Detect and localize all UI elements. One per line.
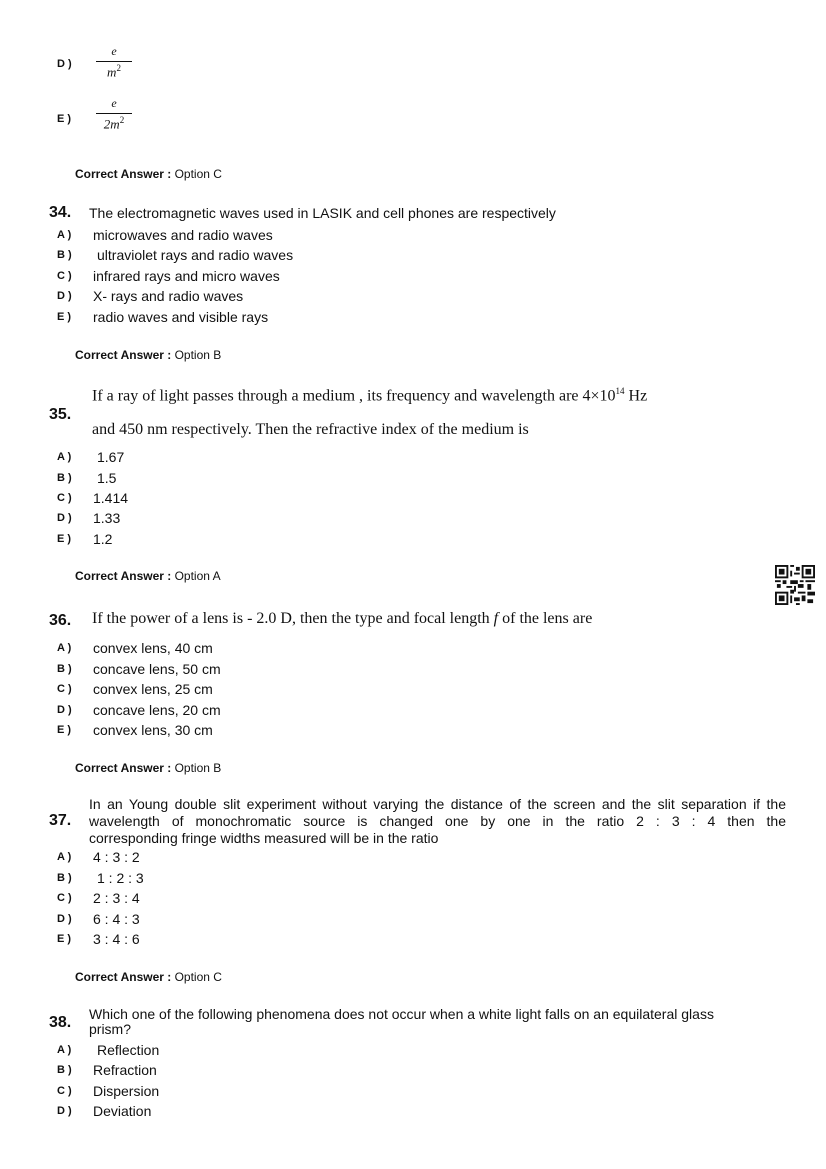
option-text: convex lens, 30 cm	[93, 722, 213, 738]
question-text-line: prism?	[89, 1021, 132, 1037]
option-text: 1.67	[97, 449, 125, 465]
option-text: convex lens, 40 cm	[93, 640, 213, 656]
option-label: E )	[57, 533, 72, 545]
correct-answer-value: Option B	[174, 761, 222, 775]
option-label: D )	[57, 704, 72, 716]
option-label: A )	[57, 451, 72, 463]
question-text: The electromagnetic waves used in LASIK and cell phones are respectively	[89, 205, 556, 221]
correct-answer	[75, 761, 221, 775]
correct-answer-value: Option C	[174, 970, 222, 984]
focal-length-symbol: f	[493, 610, 499, 627]
option-text: Deviation	[93, 1103, 152, 1119]
option-text: 4 : 3 : 2	[93, 849, 140, 865]
option-text: 1.5	[97, 470, 117, 486]
option-text: 6 : 4 : 3	[93, 911, 140, 927]
correct-answer-label: Correct Answer :	[75, 348, 172, 362]
option-text: convex lens, 25 cm	[93, 681, 213, 697]
option-text: microwaves and radio waves	[93, 227, 273, 243]
option-label: D )	[57, 1105, 72, 1117]
option-text: 1.414	[93, 490, 129, 506]
option-label: D )	[57, 290, 72, 302]
option-text: 2 : 3 : 4	[93, 890, 140, 906]
option-label: C )	[57, 270, 72, 282]
fraction-denominator: m	[107, 64, 117, 80]
question-text-part: of the lens are	[498, 610, 593, 627]
fraction-exponent: 2	[116, 63, 121, 73]
option-label: B )	[57, 249, 72, 261]
option-text: concave lens, 20 cm	[93, 702, 221, 718]
question-number: 36.	[49, 612, 72, 629]
correct-answer-label: Correct Answer :	[75, 167, 172, 181]
question-number: 35.	[49, 406, 72, 423]
fraction-option-d	[94, 44, 134, 80]
question-text-line: corresponding fringe widths measured will be in the ratio	[89, 830, 439, 846]
option-label: C )	[57, 892, 72, 904]
option-text: infrared rays and micro waves	[93, 268, 280, 284]
option-label: A )	[57, 229, 72, 241]
question-number: 38.	[49, 1014, 72, 1031]
option-text: Dispersion	[93, 1083, 160, 1099]
option-text: 3 : 4 : 6	[93, 931, 140, 947]
correct-answer-label: Correct Answer :	[75, 761, 172, 775]
option-text: 1.33	[93, 510, 121, 526]
option-label: B )	[57, 1064, 72, 1076]
option-label: C )	[57, 683, 72, 695]
qr-code-icon	[774, 565, 816, 605]
fraction-numerator: e	[111, 44, 117, 58]
fraction-option-e	[94, 96, 134, 132]
correct-answer-value: Option A	[174, 569, 221, 583]
option-label: D )	[57, 58, 72, 70]
correct-answer-value: Option B	[174, 348, 222, 362]
question-text-line: Which one of the following phenomena does not occur when a white light falls on an equilateral glass	[89, 1006, 714, 1022]
option-label: C )	[57, 1085, 72, 1097]
option-text: 1 : 2 : 3	[97, 870, 144, 886]
correct-answer	[75, 348, 221, 362]
option-label: A )	[57, 1044, 72, 1056]
option-label: B )	[57, 872, 72, 884]
question-text-part: If the power of a lens is - 2.0 D, then the type and focal length	[92, 610, 494, 627]
correct-answer-value: Option C	[174, 167, 222, 181]
option-label: B )	[57, 663, 72, 675]
option-label: E )	[57, 113, 72, 125]
option-label: A )	[57, 851, 72, 863]
option-label: D )	[57, 512, 72, 524]
question-text-part: Hz	[624, 387, 648, 405]
option-text: ultraviolet rays and radio waves	[97, 247, 294, 263]
question-text-line: In an Young double slit experiment without varying the distance of the screen and the slit separation if the	[89, 796, 786, 812]
option-label: A )	[57, 642, 72, 654]
option-label: D )	[57, 913, 72, 925]
option-label: E )	[57, 311, 72, 323]
correct-answer	[75, 970, 222, 984]
option-label: E )	[57, 933, 72, 945]
question-number: 37.	[49, 812, 72, 829]
option-label: C )	[57, 492, 72, 504]
question-text-line	[92, 386, 647, 405]
question-text-part: If a ray of light passes through a medium , its frequency and wavelength are 4×10	[92, 387, 616, 405]
correct-answer-label: Correct Answer :	[75, 970, 172, 984]
correct-answer-label: Correct Answer :	[75, 569, 172, 583]
question-text-line	[92, 610, 592, 628]
question-number: 34.	[49, 204, 72, 221]
fraction-exponent: 2	[119, 115, 125, 125]
question-text-line: and 450 nm respectively. Then the refractive index of the medium is	[92, 421, 529, 438]
option-text: Reflection	[97, 1042, 160, 1058]
option-label: E )	[57, 724, 72, 736]
option-text: X- rays and radio waves	[93, 288, 244, 304]
question-text-line: wavelength of monochromatic source is changed one by one in the ratio 2 : 3 : 4 then the	[89, 813, 786, 829]
fraction-denominator: 2m	[103, 116, 120, 132]
fraction-numerator: e	[111, 96, 117, 110]
option-label: B )	[57, 472, 72, 484]
option-text: radio waves and visible rays	[93, 309, 269, 325]
option-text: Refraction	[93, 1062, 157, 1078]
option-text: 1.2	[93, 531, 113, 547]
correct-answer	[75, 167, 222, 181]
exponent: 14	[615, 386, 625, 396]
option-text: concave lens, 50 cm	[93, 661, 221, 677]
correct-answer	[75, 569, 221, 583]
